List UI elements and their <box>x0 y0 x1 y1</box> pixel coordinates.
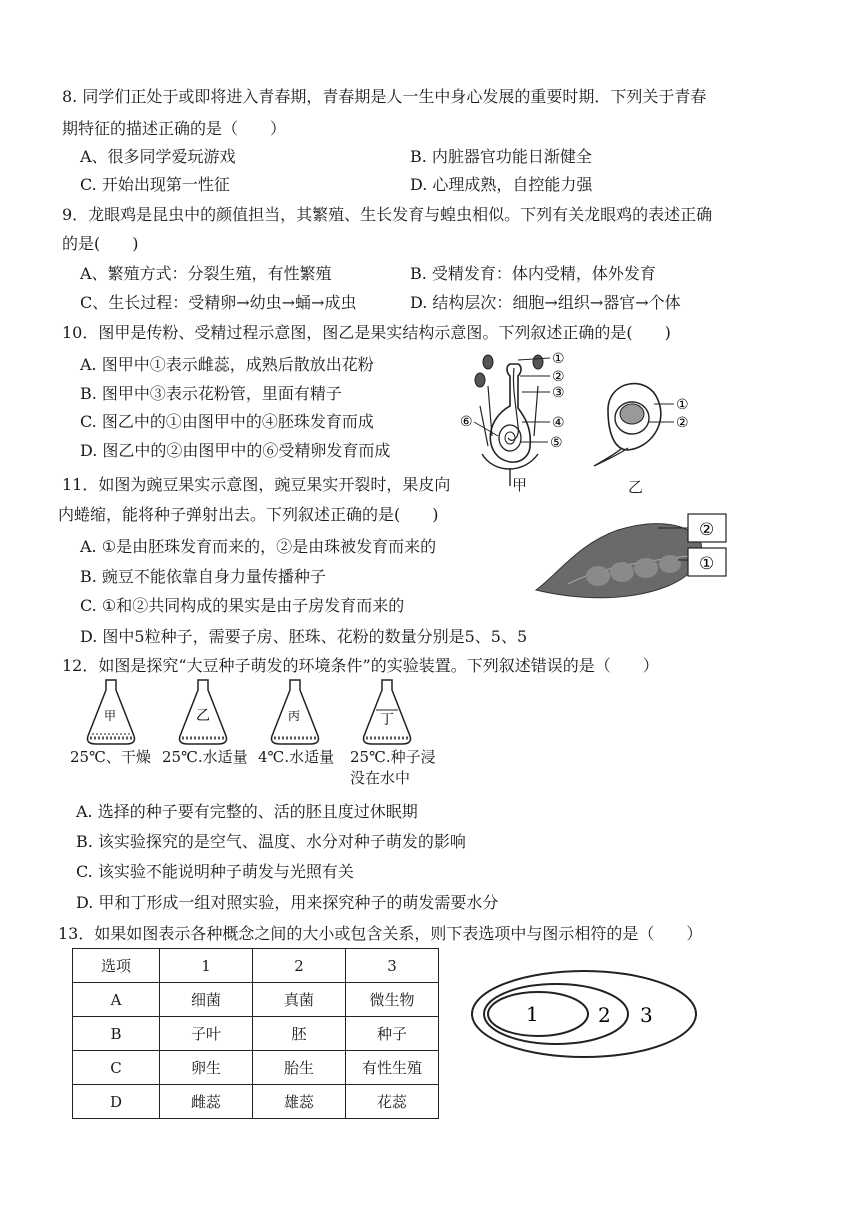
fig-jia-marker-1: ① <box>552 351 565 367</box>
table-row <box>73 1085 439 1119</box>
fruit-diagram <box>588 370 698 470</box>
flask-yi-label: 乙 <box>196 708 210 724</box>
table-cell: 卵生 <box>160 1051 253 1085</box>
q8-stem-line2: 期特征的描述正确的是（ ） <box>62 119 287 138</box>
q9-stem-line2: 的是( ) <box>62 234 139 253</box>
table-cell: 微生物 <box>346 983 439 1017</box>
table-cell: 雌蕊 <box>160 1085 253 1119</box>
fig-yi-caption: 乙 <box>628 478 644 496</box>
q10-option-a: A. 图甲中①表示雌蕊，成熟后散放出花粉 <box>80 355 374 374</box>
table-header-cell: 3 <box>346 949 439 983</box>
q10-option-d: D. 图乙中的②由图甲中的⑥受精卵发育而成 <box>80 441 391 460</box>
table-header-row <box>73 949 439 983</box>
q11-option-b: B. 豌豆不能依靠自身力量传播种子 <box>80 567 326 586</box>
fig-jia-marker-3: ③ <box>552 385 565 401</box>
table-cell: D <box>73 1085 160 1119</box>
table-cell: A <box>73 983 160 1017</box>
nested-ellipse-diagram <box>466 966 716 1066</box>
table-cell: 子叶 <box>160 1017 253 1051</box>
q13-stem: 13．如果如图表示各种概念之间的大小或包含关系，则下表选项中与图示相符的是（ ） <box>58 924 703 943</box>
q12-option-b: B. 该实验探究的是空气、温度、水分对种子萌发的影响 <box>76 832 466 851</box>
q12-option-c: C. 该实验不能说明种子萌发与光照有关 <box>76 862 354 881</box>
table-row <box>73 1017 439 1051</box>
flask-ding-condition-2: 没在水中 <box>350 769 411 787</box>
flask-jia-label: 甲 <box>104 709 117 723</box>
flask-bing-condition: 4℃.水适量 <box>258 748 335 766</box>
table-cell: 真菌 <box>253 983 346 1017</box>
q11-stem-line1: 11．如图为豌豆果实示意图，豌豆果实开裂时，果皮向 <box>62 475 451 494</box>
q9-option-b: B. 受精发育：体内受精，体外发育 <box>410 264 656 283</box>
table-cell: C <box>73 1051 160 1085</box>
flask-bing-label: 丙 <box>288 709 301 723</box>
q11-stem-line2: 内蜷缩，能将种子弹射出去。下列叙述正确的是( ) <box>58 505 439 524</box>
fig-jia-marker-6: ⑥ <box>460 414 473 430</box>
table-cell: 种子 <box>346 1017 439 1051</box>
q8-option-c: C. 开始出现第一性征 <box>80 175 230 194</box>
q11-option-d: D. 图中5粒种子，需要子房、胚珠、花粉的数量分别是5、5、5 <box>80 627 528 646</box>
q11-option-c: C. ①和②共同构成的果实是由子房发育而来的 <box>80 596 405 615</box>
flask-apparatus <box>70 676 450 750</box>
fig-jia-marker-4: ④ <box>552 415 565 431</box>
q13-options-table <box>72 948 439 1119</box>
fig-yi-marker-2: ② <box>676 415 689 431</box>
q12-option-a: A. 选择的种子要有完整的、活的胚且度过休眠期 <box>76 802 418 821</box>
table-cell: B <box>73 1017 160 1051</box>
q12-stem: 12．如图是探究“大豆种子萌发的环境条件”的实验装置。下列叙述错误的是（ ） <box>62 656 659 675</box>
fig-jia-caption: 甲 <box>512 476 528 494</box>
q8-option-a: A、很多同学爱玩游戏 <box>80 147 236 166</box>
q10-stem: 10．图甲是传粉、受精过程示意图，图乙是果实结构示意图。下列叙述正确的是( ) <box>62 323 671 342</box>
flask-jia-condition: 25℃、干燥 <box>70 748 151 766</box>
venn-label-2: 2 <box>598 1003 611 1027</box>
fig-jia-marker-5: ⑤ <box>550 435 563 451</box>
flask-ding-condition: 25℃.种子浸 <box>350 748 436 766</box>
table-row <box>73 1051 439 1085</box>
table-row <box>73 983 439 1017</box>
q9-option-a: A、繁殖方式：分裂生殖，有性繁殖 <box>80 264 332 283</box>
table-header-cell: 选项 <box>73 949 160 983</box>
venn-label-3: 3 <box>640 1003 653 1027</box>
flask-ding-label: 丁 <box>380 712 394 728</box>
fig-jia-marker-2: ② <box>552 369 565 385</box>
pea-label-2: ② <box>699 520 715 540</box>
q11-option-a: A. ①是由胚珠发育而来的，②是由珠被发育而来的 <box>80 537 437 556</box>
table-cell: 细菌 <box>160 983 253 1017</box>
q9-option-d: D. 结构层次：细胞→组织→器官→个体 <box>410 293 681 312</box>
table-cell: 胚 <box>253 1017 346 1051</box>
table-header-cell: 1 <box>160 949 253 983</box>
table-header-cell: 2 <box>253 949 346 983</box>
q9-stem-line1: 9．龙眼鸡是昆虫中的颜值担当，其繁殖、生长发育与蝗虫相似。下列有关龙眼鸡的表述正确 <box>62 205 713 224</box>
venn-label-1: 1 <box>526 1002 539 1026</box>
q8-stem-line1: 8. 同学们正处于或即将进入青春期，青春期是人一生中身心发展的重要时期．下列关于青春 <box>62 87 707 106</box>
flask-yi-condition: 25℃.水适量 <box>162 748 248 766</box>
table-cell: 有性生殖 <box>346 1051 439 1085</box>
pea-pod-diagram <box>528 504 738 614</box>
q8-option-b: B. 内脏器官功能日渐健全 <box>410 147 592 166</box>
table-cell: 胎生 <box>253 1051 346 1085</box>
q9-option-c: C、生长过程：受精卵→幼虫→蛹→成虫 <box>80 293 357 312</box>
q8-option-d: D. 心理成熟，自控能力强 <box>410 175 593 194</box>
q12-option-d: D. 甲和丁形成一组对照实验，用来探究种子的萌发需要水分 <box>76 893 499 912</box>
table-cell: 花蕊 <box>346 1085 439 1119</box>
table-cell: 雄蕊 <box>253 1085 346 1119</box>
q10-option-b: B. 图甲中③表示花粉管，里面有精子 <box>80 384 342 403</box>
pea-label-1: ① <box>699 554 715 574</box>
fig-yi-marker-1: ① <box>676 397 689 413</box>
q10-option-c: C. 图乙中的①由图甲中的④胚珠发育而成 <box>80 412 374 431</box>
